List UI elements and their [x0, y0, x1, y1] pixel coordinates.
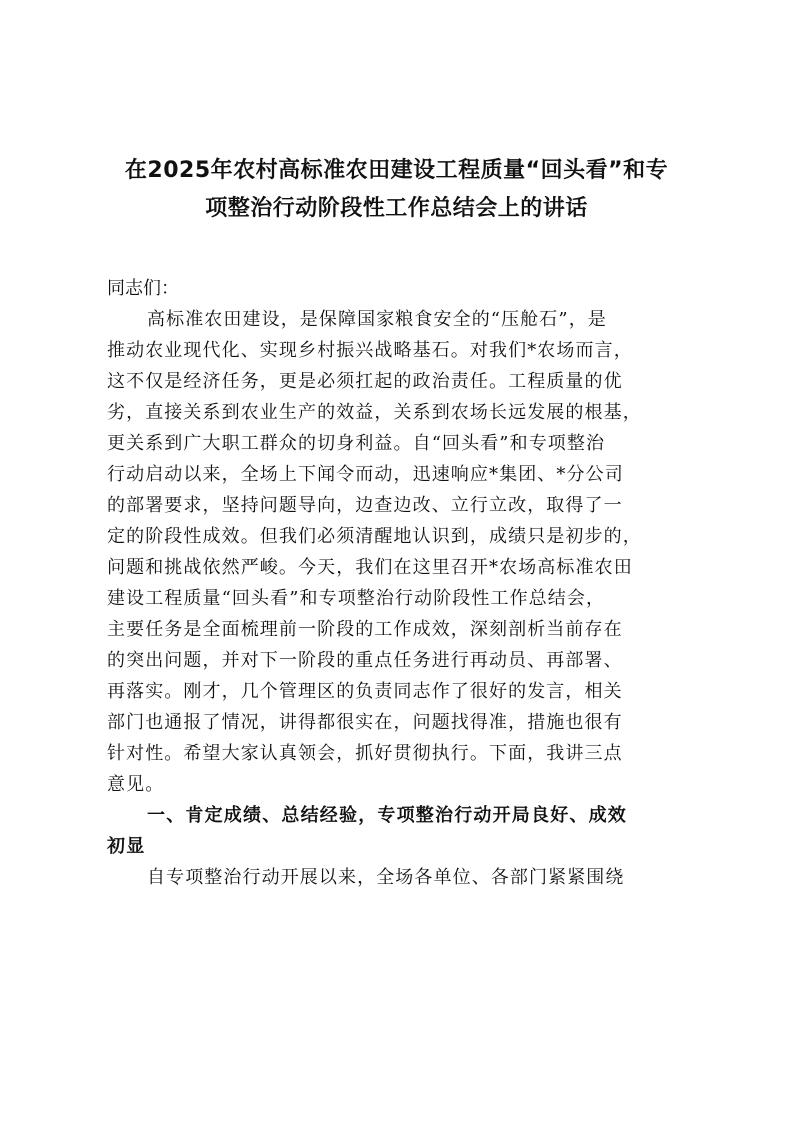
text-line: 意见。 [107, 774, 165, 795]
text-line: 定的阶段性成效。但我们必须清醒地认识到，成绩只是初步的， [107, 526, 642, 547]
text-line: 针对性。希望大家认真领会，抓好贯彻执行。下面，我讲三点 [107, 743, 623, 764]
text-line: 更关系到广大职工群众的切身利益。自“回头看”和专项整治 [107, 433, 606, 454]
text-line: 的部署要求，坚持问题导向，边查边改、立行立改，取得了一 [107, 495, 623, 516]
heading-line: 初显 [107, 836, 146, 857]
salutation: 同志们： [107, 278, 179, 299]
paragraph-intro [107, 304, 689, 800]
text-line: 建设工程质量“回头看”和专项整治行动阶段性工作总结会， [107, 588, 606, 609]
text-line: 这不仅是经济任务，更是必须扛起的政治责任。工程质量的优 [107, 371, 623, 392]
text-line: 问题和挑战依然严峻。今天，我们在这里召开*农场高标准农田 [107, 557, 633, 578]
paragraph-section-1 [107, 862, 689, 893]
text-line: 再落实。刚才，几个管理区的负责同志作了很好的发言，相关 [107, 681, 623, 702]
text-line: 行动启动以来，全场上下闻令而动，迅速响应*集团、*分公司 [107, 464, 624, 485]
text-line: 的突出问题，并对下一阶段的重点任务进行再动员、再部署、 [107, 650, 623, 671]
text-line: 主要任务是全面梳理前一阶段的工作成效，深刻剖析当前存在 [107, 619, 623, 640]
section-heading-1 [107, 800, 689, 862]
text-line: 推动农业现代化、实现乡村振兴战略基石。对我们*农场而言， [107, 340, 633, 361]
title-line: 在2025年农村高标准农田建设工程质量“回头看”和专 [124, 158, 669, 183]
text-line: 高标准农田建设，是保障国家粮食安全的“压舱石”，是 [147, 309, 607, 330]
title-line: 项整治行动阶段性工作总结会上的讲话 [205, 196, 588, 221]
text-line: 劣，直接关系到农业生产的效益，关系到农场长远发展的根基， [107, 402, 642, 423]
heading-line: 一、肯定成绩、总结经验，专项整治行动开局良好、成效 [147, 805, 627, 826]
document-body [107, 273, 689, 893]
document-title [100, 152, 693, 228]
text-line: 自专项整治行动开展以来，全场各单位、各部门紧紧围绕 [147, 867, 625, 888]
text-line: 部门也通报了情况，讲得都很实在，问题找得准，措施也很有 [107, 712, 623, 733]
